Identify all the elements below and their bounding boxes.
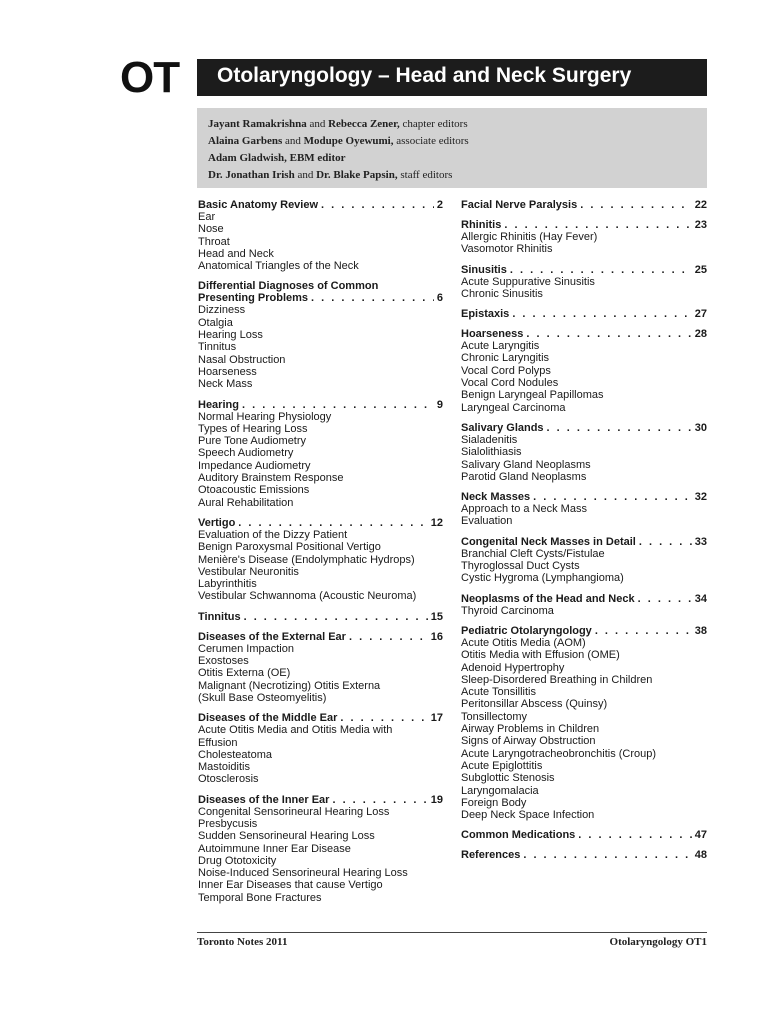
toc-section-title: Diseases of the Inner Ear [198, 793, 330, 806]
toc-item: Peritonsillar Abscess (Quinsy) [461, 698, 608, 711]
toc-item: Aural Rehabilitation [198, 496, 294, 509]
toc-section-title-line: Differential Diagnoses of Common [198, 280, 379, 293]
editor-role: chapter editors [399, 118, 468, 130]
toc-item: Laryngomalacia [461, 784, 539, 797]
dot-leader [580, 199, 692, 211]
toc-item: Otitis Externa (OE) [198, 667, 291, 680]
toc-item: Temporal Bone Fractures [198, 891, 322, 904]
toc-item: Acute Tonsillitis [461, 686, 536, 699]
toc-page-number: 28 [694, 328, 707, 341]
dot-leader [523, 849, 691, 861]
editor-role: associate editors [393, 135, 469, 147]
editor-line [208, 167, 707, 184]
toc-page-number: 34 [694, 592, 707, 605]
toc-section-title: Hearing [198, 398, 239, 411]
toc-page-number: 30 [694, 421, 707, 434]
toc-page-number: 12 [430, 516, 443, 529]
toc-page-number: 6 [436, 292, 443, 305]
toc-item: Deep Neck Space Infection [461, 809, 595, 822]
dot-leader [512, 308, 691, 320]
toc-page-number: 23 [694, 219, 707, 231]
chapter-title: Otolaryngology – Head and Neck Surgery [217, 64, 632, 87]
toc-section-title: Congenital Neck Masses in Detail [461, 535, 636, 548]
toc-item: Sialolithiasis [461, 446, 522, 459]
toc-item: Acute Suppurative Sinusitis [461, 275, 595, 288]
toc-section-heading [198, 712, 443, 724]
toc-section-heading [198, 794, 443, 806]
toc-item: Tonsillectomy [461, 710, 528, 723]
editor-name: Modupe Oyewumi, [303, 135, 394, 147]
toc-section [461, 328, 707, 414]
dot-leader [547, 422, 692, 434]
toc-item: Effusion [198, 736, 238, 749]
toc-item: Types of Hearing Loss [198, 422, 308, 435]
dot-leader [533, 491, 692, 503]
toc-section [461, 593, 707, 617]
dot-leader [526, 328, 691, 340]
editor-name: Rebecca Zener, [328, 118, 400, 130]
toc-page-number: 48 [694, 849, 707, 862]
toc-item: Otosclerosis [198, 773, 259, 786]
toc-item: Otitis Media with Effusion (OME) [461, 649, 620, 662]
editors-box [197, 108, 707, 188]
toc-item: Pure Tone Audiometry [198, 435, 307, 448]
toc-section-heading [198, 631, 443, 643]
toc-item: Sudden Sensorineural Hearing Loss [198, 830, 375, 843]
toc-section-title: References [461, 849, 521, 862]
toc-item: Sialadenitis [461, 433, 518, 446]
toc-section-heading [198, 292, 443, 304]
toc-section-title: Salivary Glands [461, 421, 544, 434]
editor-connector: and [294, 169, 317, 181]
editor-line [208, 133, 707, 150]
footer-right: Otolaryngology OT1 [609, 936, 707, 948]
toc-section [198, 517, 443, 603]
toc-section-title: Tinnitus [198, 610, 241, 623]
dot-leader [242, 399, 434, 411]
toc-page-number: 32 [694, 491, 707, 504]
toc-item: Speech Audiometry [198, 447, 294, 460]
toc-section-heading [461, 328, 707, 340]
toc-item: Hoarseness [198, 365, 257, 378]
toc-page-number: 9 [436, 398, 443, 411]
toc-item: Thyroglossal Duct Cysts [461, 560, 580, 573]
toc-item: Exostoses [198, 655, 249, 668]
editor-name: Adam Gladwish, EBM editor [208, 152, 346, 164]
toc-item: Branchial Cleft Cysts/Fistulae [461, 547, 605, 560]
toc-item: Neck Mass [198, 378, 253, 391]
toc-section [461, 849, 707, 861]
dot-leader [578, 829, 691, 841]
toc-section [198, 199, 443, 272]
toc-section [198, 611, 443, 623]
toc-page-number: 38 [694, 624, 707, 637]
toc-item: Labyrinthitis [198, 578, 257, 591]
toc-page-number: 16 [430, 630, 443, 643]
toc-section-title: Neoplasms of the Head and Neck [461, 592, 635, 605]
toc-item: Adenoid Hypertrophy [461, 661, 565, 674]
editor-role: staff editors [397, 169, 453, 181]
toc-item: Drug Ototoxicity [198, 854, 277, 867]
dot-leader [504, 219, 691, 231]
footer-left: Toronto Notes 2011 [197, 936, 288, 948]
dot-leader [238, 517, 427, 529]
toc-page-number: 22 [694, 199, 707, 211]
dot-leader [349, 631, 428, 643]
toc-item: Impedance Audiometry [198, 459, 311, 472]
toc-item: Head and Neck [198, 247, 274, 260]
toc-item: Otoacoustic Emissions [198, 484, 310, 497]
toc-section-heading [461, 593, 707, 605]
toc-item: Airway Problems in Children [461, 723, 600, 736]
toc-section-heading [461, 199, 707, 211]
toc-section-title: Neck Masses [461, 491, 531, 504]
toc-page-number: 47 [694, 829, 707, 842]
toc-section-title: Sinusitis [461, 263, 507, 276]
toc-item: Mastoiditis [198, 761, 250, 774]
editor-name: Dr. Jonathan Irish [208, 169, 295, 181]
toc-section [461, 625, 707, 821]
editor-name: Jayant Ramakrishna [208, 118, 307, 130]
toc-item: Acute Epiglottitis [461, 759, 543, 772]
toc-section-title: Common Medications [461, 829, 576, 842]
toc-item: Approach to a Neck Mass [461, 503, 587, 516]
toc-item: Dizziness [198, 304, 246, 317]
toc-page-number: 27 [694, 308, 707, 321]
toc-item: Cerumen Impaction [198, 642, 294, 655]
toc-section [461, 308, 707, 320]
toc-item: Acute Laryngitis [461, 340, 540, 353]
toc-section [461, 829, 707, 841]
toc-item: Chronic Laryngitis [461, 352, 550, 365]
toc-item: Throat [198, 235, 230, 248]
toc-item: Benign Laryngeal Papillomas [461, 389, 604, 402]
toc-section [198, 712, 443, 785]
toc-section [198, 399, 443, 509]
toc-item: Laryngeal Carcinoma [461, 401, 566, 414]
toc-section [461, 422, 707, 483]
toc-item: Sleep-Disordered Breathing in Children [461, 673, 653, 686]
toc-item: Tinnitus [198, 341, 237, 354]
editor-connector: and [282, 135, 304, 147]
toc-section-heading [461, 625, 707, 637]
toc-item: Malignant (Necrotizing) Otitis Externa [198, 679, 381, 692]
toc-section-heading [461, 491, 707, 503]
toc-section [461, 536, 707, 585]
toc-item: Vocal Cord Polyps [461, 364, 551, 377]
toc-section [461, 219, 707, 256]
toc-section-heading [198, 611, 443, 623]
toc-left-column [198, 199, 443, 912]
toc-item: Foreign Body [461, 796, 527, 809]
toc-item: Presbycusis [198, 817, 258, 830]
editor-line [208, 116, 707, 133]
toc-section-title: Hoarseness [461, 328, 524, 341]
toc-item: Benign Paroxysmal Positional Vertigo [198, 541, 381, 554]
chapter-code: OT [120, 53, 180, 102]
toc-section-title: Diseases of the Middle Ear [198, 712, 338, 725]
toc-item: Nasal Obstruction [198, 353, 286, 366]
toc-item: Salivary Gland Neoplasms [461, 458, 591, 471]
toc-section [198, 280, 443, 390]
toc-item: Auditory Brainstem Response [198, 472, 344, 485]
toc-section-title: Basic Anatomy Review [198, 199, 319, 211]
toc-page-number: 19 [430, 793, 443, 806]
toc-item: Noise-Induced Sensorineural Hearing Loss [198, 867, 408, 880]
toc-section-title: Diseases of the External Ear [198, 630, 346, 643]
toc-section-heading [461, 219, 707, 231]
toc-item: Hearing Loss [198, 329, 263, 342]
toc-item: Cholesteatoma [198, 748, 272, 761]
toc-item: Subglottic Stenosis [461, 772, 555, 785]
toc-section-heading [461, 264, 707, 276]
dot-leader [510, 264, 692, 276]
dot-leader [332, 794, 427, 806]
toc-section [198, 794, 443, 904]
dot-leader [340, 712, 427, 724]
dot-leader [321, 199, 434, 211]
toc-item: Evaluation of the Dizzy Patient [198, 528, 348, 541]
toc-item: Normal Hearing Physiology [198, 410, 332, 423]
toc-section-heading [461, 308, 707, 320]
toc-page-number: 17 [430, 712, 443, 725]
toc-item: Chronic Sinusitis [461, 287, 543, 300]
toc-item: Nose [198, 223, 224, 236]
editor-line [208, 150, 707, 167]
toc-item: Inner Ear Diseases that cause Vertigo [198, 879, 383, 892]
toc-item: (Skull Base Osteomyelitis) [198, 691, 327, 704]
toc-item: Vestibular Neuronitis [198, 565, 299, 578]
toc-page-number: 2 [436, 199, 443, 211]
toc-page-number: 25 [694, 263, 707, 276]
toc-item: Vestibular Schwannoma (Acoustic Neuroma) [198, 590, 417, 603]
toc-section-title: Facial Nerve Paralysis [461, 199, 578, 211]
toc-section-title: Rhinitis [461, 219, 502, 231]
toc-section [461, 264, 707, 301]
toc-right-column [461, 199, 707, 869]
toc-section-heading [198, 517, 443, 529]
toc-section-heading [198, 399, 443, 411]
toc-section-heading [461, 422, 707, 434]
toc-item: Acute Laryngotracheobronchitis (Croup) [461, 747, 657, 760]
toc-section-heading [461, 536, 707, 548]
toc-section-title: Presenting Problems [198, 292, 309, 305]
toc-section-title: Vertigo [198, 516, 236, 529]
editor-name: Dr. Blake Papsin, [316, 169, 398, 181]
toc-section-heading [198, 199, 443, 211]
toc-section-heading [461, 829, 707, 841]
dot-leader [639, 536, 692, 548]
dot-leader [595, 625, 692, 637]
editor-connector: and [306, 118, 329, 130]
toc-item: Vasomotor Rhinitis [461, 243, 553, 256]
toc-item: Congenital Sensorineural Hearing Loss [198, 805, 390, 818]
toc-section [461, 199, 707, 211]
dot-leader [244, 611, 428, 623]
chapter-title-bar [197, 59, 707, 96]
editor-name: Alaina Garbens [208, 135, 283, 147]
toc-section-title: Pediatric Otolaryngology [461, 624, 592, 637]
toc-section-title: Epistaxis [461, 308, 510, 321]
toc-item: Signs of Airway Obstruction [461, 735, 596, 748]
dot-leader [638, 593, 692, 605]
toc-item: Parotid Gland Neoplasms [461, 470, 587, 483]
toc-section [461, 491, 707, 528]
toc-item: Anatomical Triangles of the Neck [198, 260, 359, 273]
toc-page-number: 33 [694, 535, 707, 548]
toc-item: Allergic Rhinitis (Hay Fever) [461, 231, 598, 243]
toc-item: Acute Otitis Media (AOM) [461, 636, 586, 649]
toc-item: Cystic Hygroma (Lymphangioma) [461, 572, 624, 585]
toc-item: Evaluation [461, 515, 513, 528]
toc-item: Acute Otitis Media and Otitis Media with [198, 724, 393, 737]
toc-item: Ear [198, 211, 216, 223]
toc-section [198, 631, 443, 704]
toc-item: Vocal Cord Nodules [461, 377, 559, 390]
toc-item: Autoimmune Inner Ear Disease [198, 842, 351, 855]
toc-item: Thyroid Carcinoma [461, 604, 554, 617]
toc-item: Otalgia [198, 316, 233, 329]
dot-leader [311, 292, 434, 304]
toc-section-heading [461, 849, 707, 861]
toc-page-number: 15 [430, 610, 443, 623]
toc-item: Menière's Disease (Endolymphatic Hydrops) [198, 553, 415, 566]
footer-rule [197, 932, 707, 933]
